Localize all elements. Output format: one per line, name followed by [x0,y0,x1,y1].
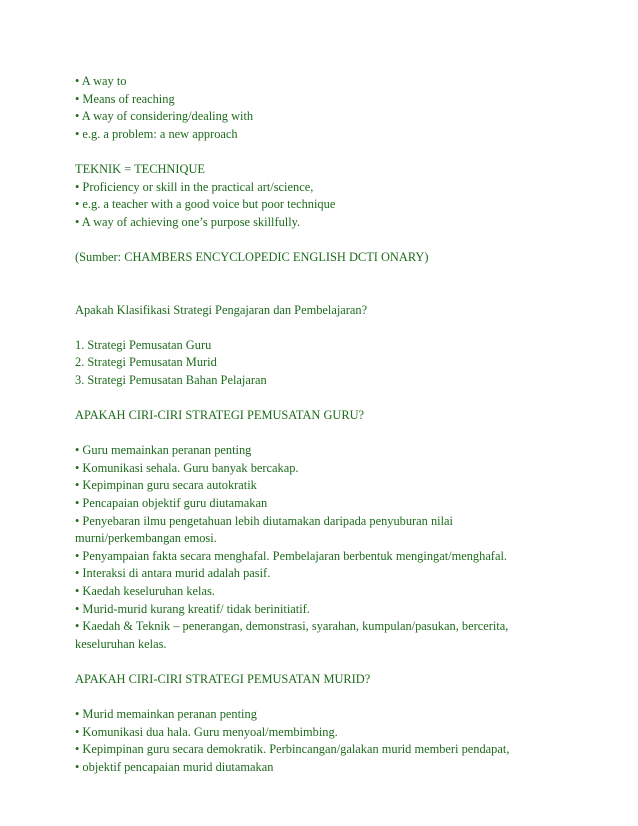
list-item: • Kaedah & Teknik – penerangan, demonstrasi, syarahan, kumpulan/pasukan, bercerita, [75,619,509,634]
list-item: • Komunikasi sehala. Guru banyak bercakap. [75,460,299,475]
murid-section [75,671,605,777]
list-item: • Interaksi di antara murid adalah pasif. [75,566,271,581]
list-item: 3. Strategi Pemusatan Bahan Pelajaran [75,372,267,387]
guru-heading: APAKAH CIRI-CIRI STRATEGI PEMUSATAN GURU? [75,408,365,423]
list-item: 2. Strategi Pemusatan Murid [75,355,217,370]
intro-list [75,73,605,143]
list-item: • Means of reaching [75,91,175,106]
guru-section [75,407,605,653]
teknik-heading: TEKNIK = TECHNIQUE [75,161,205,176]
list-item: murni/perkembangan emosi. [75,531,217,546]
source-text: (Sumber: CHAMBERS ENCYCLOPEDIC ENGLISH DCTI ONARY) [75,249,429,264]
source-citation [75,249,605,267]
murid-heading: APAKAH CIRI-CIRI STRATEGI PEMUSATAN MURID? [75,672,371,686]
list-item: • Kaedah keseluruhan kelas. [75,584,215,599]
list-item: • Pencapaian objektif guru diutamakan [75,496,268,511]
list-item: • A way of considering/dealing with [75,109,254,124]
document-page [75,73,605,777]
list-item: • Murid memainkan peranan penting [75,707,257,722]
list-item: • Kepimpinan guru secara autokratik [75,478,257,493]
teknik-section [75,161,605,231]
list-item: • Kepimpinan guru secara demokratik. Perbincangan/galakan murid memberi pendapat, [75,742,510,757]
klasifikasi-section [75,302,605,390]
list-item: • objektif pencapaian murid diutamakan [75,759,274,774]
list-item: • Komunikasi dua hala. Guru menyoal/membimbing. [75,724,338,739]
list-item: • A way of achieving one’s purpose skillfully. [75,214,301,229]
list-item: 1. Strategi Pemusatan Guru [75,337,212,352]
list-item: • e.g. a problem: a new approach [75,126,238,141]
list-item: • A way to [75,74,127,88]
list-item: • Penyampaian fakta secara menghafal. Pembelajaran berbentuk mengingat/menghafal. [75,548,507,563]
list-item: • Guru memainkan peranan penting [75,443,252,458]
list-item: keseluruhan kelas. [75,636,167,651]
list-item: • Proficiency or skill in the practical art/science, [75,179,314,194]
list-item: • Penyebaran ilmu pengetahuan lebih diutamakan daripada penyuburan nilai [75,513,453,528]
list-item: • Murid-murid kurang kreatif/ tidak berinitiatif. [75,601,310,616]
list-item: • e.g. a teacher with a good voice but poor technique [75,197,336,212]
klasifikasi-question: Apakah Klasifikasi Strategi Pengajaran dan Pembelajaran? [75,302,368,317]
